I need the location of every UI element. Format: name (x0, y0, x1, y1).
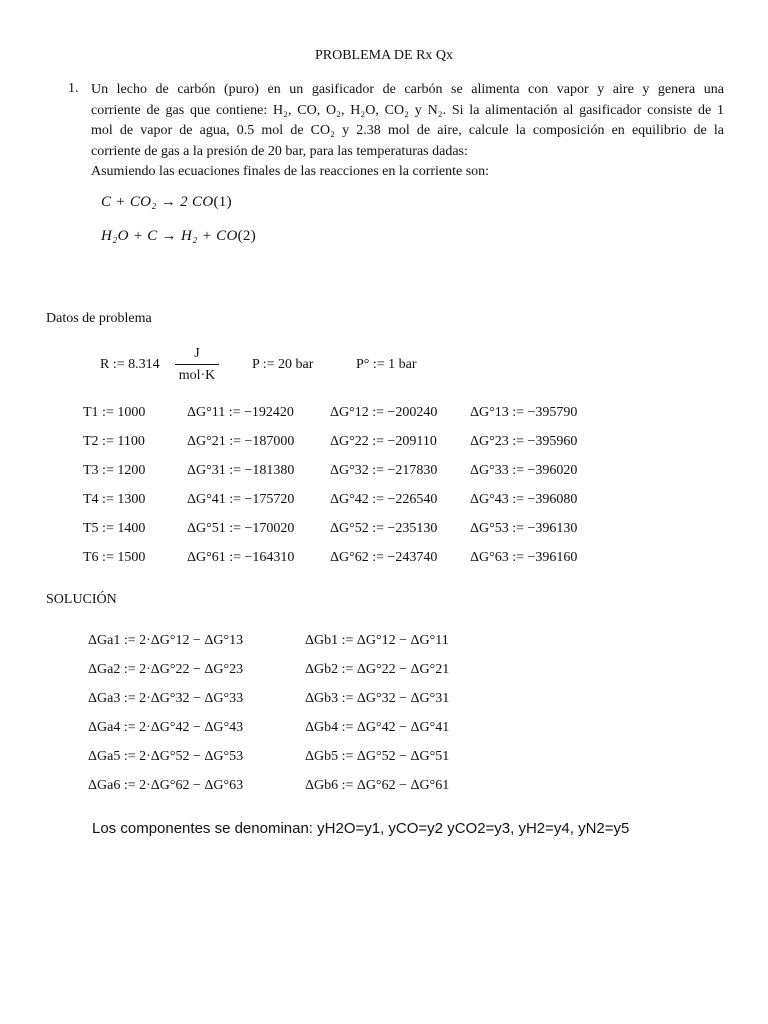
solution-expression-b: ΔGb1 := ΔG°12 − ΔG°11 (305, 633, 449, 648)
reference-pressure: P° := 1 bar (356, 357, 417, 372)
pressure-value: P := 20 bar (252, 357, 314, 372)
temperature-cell: T5 := 1400 (83, 521, 146, 536)
gibbs-cell: ΔG°11 := −192420 (187, 405, 294, 420)
gibbs-cell: ΔG°22 := −209110 (330, 434, 437, 449)
gibbs-cell: ΔG°42 := −226540 (330, 492, 438, 507)
solucion-heading: SOLUCIÓN (46, 592, 117, 607)
temperature-cell: T1 := 1000 (83, 405, 146, 420)
component-naming-note: Los componentes se denominan: yH2O=y1, yCO=y2 yCO2=y3, yH2=y4, yN2=y5 (92, 820, 630, 837)
problem-line: Asumiendo las ecuaciones finales de las reacciones en la corriente son: (91, 164, 490, 179)
datos-heading: Datos de problema (46, 311, 152, 326)
solution-expression-a: ΔGa5 := 2·ΔG°52 − ΔG°53 (88, 749, 244, 764)
problem-line: corriente de gas que contiene: H₂, CO, O₂, H₂O, CO₂ y N₂. Si la alimentación al gasificador consiste de 1 (91, 102, 724, 118)
solution-expression-b: ΔGb4 := ΔG°42 − ΔG°41 (305, 720, 450, 735)
gibbs-cell: ΔG°62 := −243740 (330, 550, 438, 565)
solution-expression-a: ΔGa1 := 2·ΔG°12 − ΔG°13 (88, 633, 244, 648)
solution-expression-a: ΔGa4 := 2·ΔG°42 − ΔG°43 (88, 720, 244, 735)
gibbs-cell: ΔG°61 := −164310 (187, 550, 295, 565)
problem-line: Un lecho de carbón (puro) en un gasificador de carbón se alimenta con vapor y aire y genera una (91, 82, 724, 97)
temperature-cell: T2 := 1100 (83, 434, 145, 449)
gibbs-cell: ΔG°12 := −200240 (330, 405, 438, 420)
gibbs-cell: ΔG°63 := −396160 (470, 550, 578, 565)
temperature-cell: T3 := 1200 (83, 463, 146, 478)
equation-text: H₂O + C → H₂ + CO (101, 228, 238, 244)
solution-expression-b: ΔGb3 := ΔG°32 − ΔG°31 (305, 691, 450, 706)
gas-constant-units (175, 345, 219, 385)
problem-statement (91, 80, 724, 183)
reaction-equation-2 (101, 228, 256, 245)
reaction-equation-1 (101, 194, 232, 211)
gas-constant: R := 8.314 (100, 357, 160, 372)
solution-expression-a: ΔGa3 := 2·ΔG°32 − ΔG°33 (88, 691, 244, 706)
gibbs-cell: ΔG°32 := −217830 (330, 463, 438, 478)
gibbs-cell: ΔG°41 := −175720 (187, 492, 295, 507)
units-numerator: J (194, 346, 200, 361)
solution-expression-b: ΔGb5 := ΔG°52 − ΔG°51 (305, 749, 450, 764)
gibbs-cell: ΔG°21 := −187000 (187, 434, 295, 449)
solution-expression-a: ΔGa2 := 2·ΔG°22 − ΔG°23 (88, 662, 244, 677)
gibbs-cell: ΔG°43 := −396080 (470, 492, 578, 507)
gibbs-cell: ΔG°52 := −235130 (330, 521, 438, 536)
fraction-bar (175, 364, 219, 365)
gibbs-cell: ΔG°33 := −396020 (470, 463, 578, 478)
problem-number: 1. (68, 81, 79, 96)
temperature-cell: T4 := 1300 (83, 492, 146, 507)
solution-expression-a: ΔGa6 := 2·ΔG°62 − ΔG°63 (88, 778, 244, 793)
temperature-cell: T6 := 1500 (83, 550, 146, 565)
gibbs-cell: ΔG°53 := −396130 (470, 521, 578, 536)
equation-tag: (1) (213, 194, 232, 210)
solution-expression-b: ΔGb6 := ΔG°62 − ΔG°61 (305, 778, 450, 793)
gibbs-cell: ΔG°23 := −395960 (470, 434, 578, 449)
gibbs-cell: ΔG°13 := −395790 (470, 405, 578, 420)
equation-text: C + CO₂ → 2 CO (101, 194, 214, 210)
problem-line: mol de vapor de agua, 0.5 mol de CO₂ y 2.38 mol de aire, calcule la composición en equilibrio de la (91, 123, 724, 138)
document-title: PROBLEMA DE Rx Qx (314, 48, 454, 63)
solution-expression-b: ΔGb2 := ΔG°22 − ΔG°21 (305, 662, 450, 677)
gibbs-cell: ΔG°31 := −181380 (187, 463, 295, 478)
equation-tag: (2) (237, 228, 257, 244)
problem-line: corriente de gas a la presión de 20 bar, para las temperaturas dadas: (91, 143, 468, 159)
units-denominator: mol·K (178, 368, 216, 383)
gibbs-cell: ΔG°51 := −170020 (187, 521, 295, 536)
